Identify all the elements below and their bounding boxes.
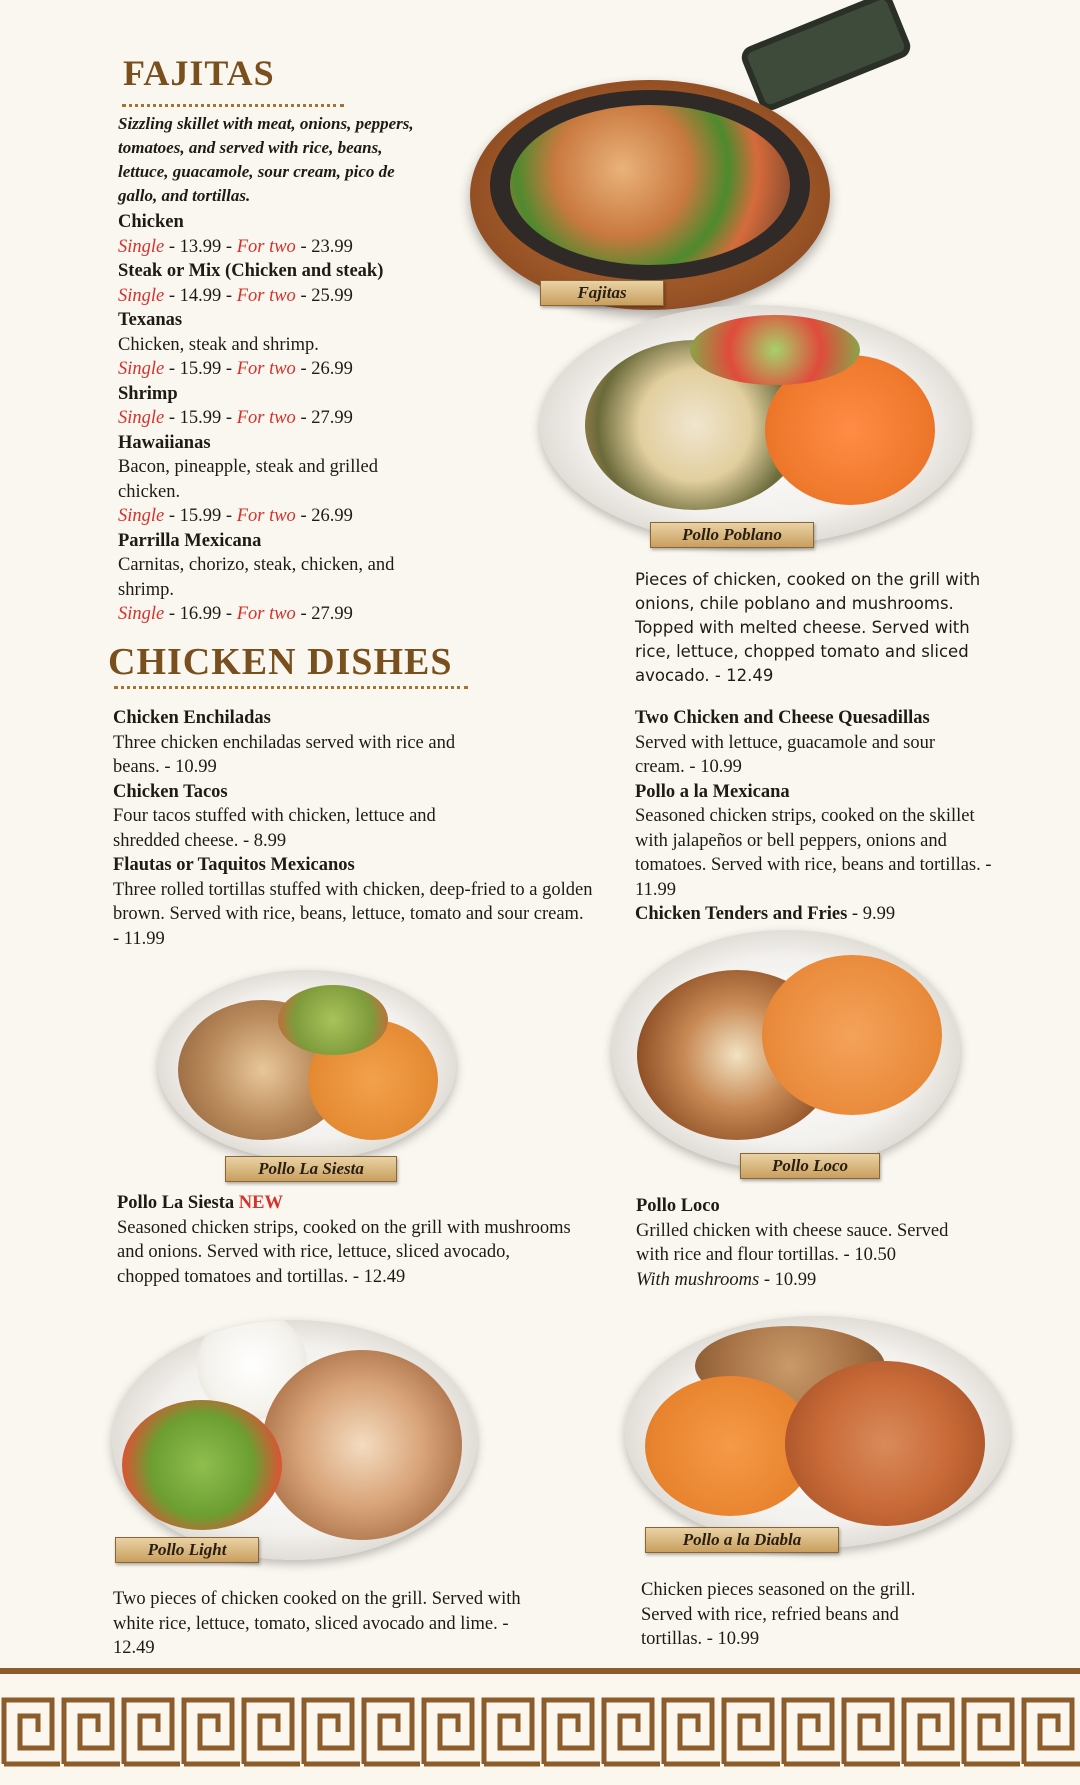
skillet-handle [738, 0, 914, 114]
fajita-item: Chicken Single - 13.99 - For two - 23.99 [118, 212, 353, 257]
banner-pollo-light: Pollo Light [115, 1537, 259, 1563]
menu-item: Chicken Tacos Four tacos stuffed with chicken, lettuce and shredded cheese. - 8.99 [113, 781, 436, 851]
banner-pollo-poblano: Pollo Poblano [650, 522, 814, 548]
fajitas-list [118, 210, 448, 627]
pollo-la-siesta-description: Seasoned chicken strips, cooked on the grill with mushrooms and onions. Served with rice, lettuce, sliced avocado, chopped tomatoes and tortillas. - 12.49 [117, 1217, 571, 1287]
pollo-la-siesta-photo [158, 970, 456, 1160]
fajitas-divider [122, 104, 344, 107]
fajitas-title: FAJITAS [123, 53, 275, 93]
fajita-item: Steak or Mix (Chicken and steak) Single - 14.99 - For two - 25.99 [118, 261, 384, 306]
pollo-loco-photo [612, 930, 960, 1170]
chicken-dishes-right-list [635, 706, 1010, 927]
fajitas-description: Sizzling skillet with meat, onions, peppers, tomatoes, and served with rice, beans, lettuce, guacamole, sour cream, pico de gallo, and tortillas. [118, 114, 414, 205]
pollo-light-photo [112, 1320, 477, 1560]
pollo-poblano-description: Pieces of chicken, cooked on the grill with onions, chile poblano and mushrooms. Topped with melted cheese. Served with rice, lettuce, chopped tomato and sliced avocado. - 12.49 [635, 570, 981, 685]
banner-pollo-loco: Pollo Loco [740, 1153, 880, 1179]
menu-item: Chicken Enchiladas Three chicken enchiladas served with rice and beans. - 10.99 [113, 708, 456, 777]
pollo-loco-name: Pollo Loco [636, 1196, 720, 1216]
greek-key-pattern [0, 1686, 1080, 1771]
pollo-light-description: Two pieces of chicken cooked on the grill. Served with white rice, lettuce, tomato, sliced avocado and lime. - 12.49 [113, 1589, 521, 1658]
chicken-dishes-divider [114, 686, 468, 689]
banner-fajitas: Fajitas [540, 280, 664, 306]
menu-item: Two Chicken and Cheese Quesadillas Served with lettuce, guacamole and sour cream. - 10.99 [635, 708, 936, 777]
fajitas-photo [465, 10, 895, 310]
fajita-item: Hawaiianas Bacon, pineapple, steak and grilled chicken. Single - 15.99 - For two - 26.99 [118, 432, 378, 526]
menu-item: Flautas or Taquitos Mexicanos Three rolled tortillas stuffed with chicken, deep-fried to a golden brown. Served with rice, beans, lettuce, tomato and sour cream. - 11.99 [113, 855, 593, 949]
pollo-loco-option: With mushrooms - 10.99 [636, 1269, 817, 1290]
banner-pollo-a-la-diabla: Pollo a la Diabla [645, 1527, 839, 1553]
menu-item: Chicken Tenders and Fries - 9.99 [635, 904, 896, 924]
pollo-a-la-diabla-description: Chicken pieces seasoned on the grill. Served with rice, refried beans and tortillas. - 10.99 [641, 1580, 916, 1649]
fajita-item: Shrimp Single - 15.99 - For two - 27.99 [118, 383, 353, 428]
pollo-loco-text [636, 1194, 976, 1292]
chicken-dishes-left-list [113, 706, 593, 951]
fajita-item: Texanas Chicken, steak and shrimp. Single - 15.99 - For two - 26.99 [118, 310, 353, 379]
pollo-poblano-photo [540, 305, 970, 545]
chicken-dishes-title: CHICKEN DISHES [108, 641, 453, 683]
fajita-meat [510, 105, 790, 265]
fajita-item: Parrilla Mexicana Carnitas, chorizo, steak, chicken, and shrimp. Single - 16.99 - For two - 27.99 [118, 530, 395, 624]
menu-item: Pollo a la Mexicana Seasoned chicken strips, cooked on the skillet with jalapeños or bell peppers, onions and tomatoes. Served with rice, beans and tortillas. - 11.99 [635, 781, 992, 900]
pollo-a-la-diabla-photo [625, 1316, 1010, 1548]
new-badge: NEW [238, 1193, 283, 1213]
pollo-la-siesta-text [117, 1191, 572, 1289]
pollo-loco-description: Grilled chicken with cheese sauce. Served with rice and flour tortillas. - 10.50 [636, 1220, 949, 1265]
banner-pollo-la-siesta: Pollo La Siesta [225, 1156, 397, 1182]
pollo-la-siesta-name: Pollo La Siesta [117, 1193, 235, 1213]
